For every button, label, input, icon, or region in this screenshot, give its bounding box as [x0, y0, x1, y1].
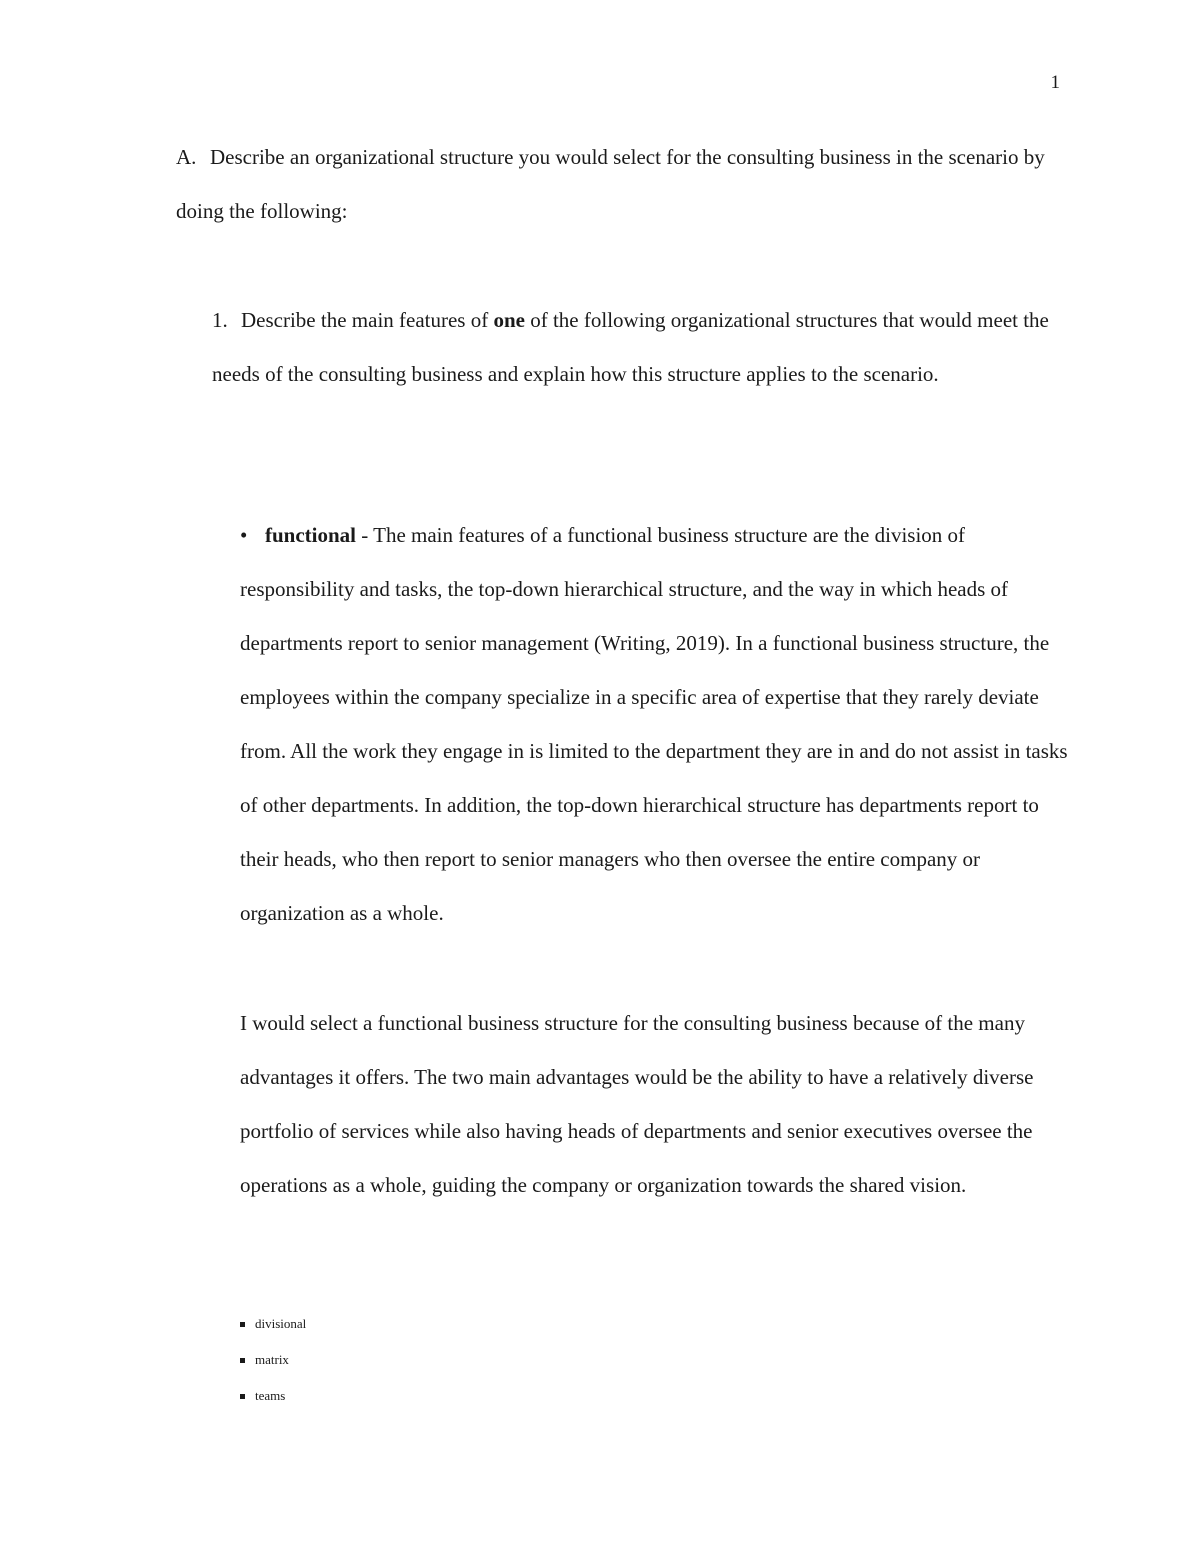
- functional-term: functional: [265, 523, 357, 547]
- section-a-label: A.: [176, 145, 197, 169]
- selection-paragraph: I would select a functional business structure for the consulting business because of the many advantages it offers. The two main advantages would be the ability to have a relatively diverse portfolio of services while also having heads of departments and senior executives oversee the operations as a whole, guiding the company or organization towards the shared vision.: [240, 1011, 1034, 1197]
- other-structures-list: [240, 1312, 306, 1420]
- section-a-heading: [176, 130, 1056, 238]
- item-1-number: 1.: [212, 308, 228, 332]
- bullet-icon: •: [240, 523, 248, 547]
- list-item-label: matrix: [255, 1352, 289, 1367]
- functional-description: - The main features of a functional business structure are the division of responsibility and tasks, the top-down hierarchical structure, and the way in which heads of departments report to senior management (Writing, 2019). In a functional business structure, the employees within the company specialize in a specific area of expertise that they rarely deviate from. All the work they engage in is limited to the department they are in and do not assist in tasks of other departments. In addition, the top-down hierarchical structure has departments report to their heads, who then report to senior managers who then oversee the entire company or organization as a whole.: [240, 523, 1068, 925]
- page-number: 1: [1050, 72, 1060, 93]
- square-bullet-icon: [240, 1322, 245, 1327]
- item-1-prompt: [212, 293, 1072, 401]
- list-item: [240, 1384, 306, 1420]
- list-item: [240, 1312, 306, 1348]
- list-item-label: teams: [255, 1388, 286, 1403]
- section-a-text: Describe an organizational structure you would select for the consulting business in the scenario by doing the following:: [176, 145, 1045, 223]
- list-item-label: divisional: [255, 1316, 307, 1331]
- square-bullet-icon: [240, 1394, 245, 1399]
- functional-bullet-paragraph: [240, 508, 1070, 940]
- square-bullet-icon: [240, 1358, 245, 1363]
- list-item: [240, 1348, 306, 1384]
- item-1-emphasis: one: [493, 308, 525, 332]
- item-1-text-after: of the following organizational structures that would meet the needs of the consulting business and explain how this structure applies to the scenario.: [212, 308, 1049, 386]
- item-1-text-before: Describe the main features of: [241, 308, 494, 332]
